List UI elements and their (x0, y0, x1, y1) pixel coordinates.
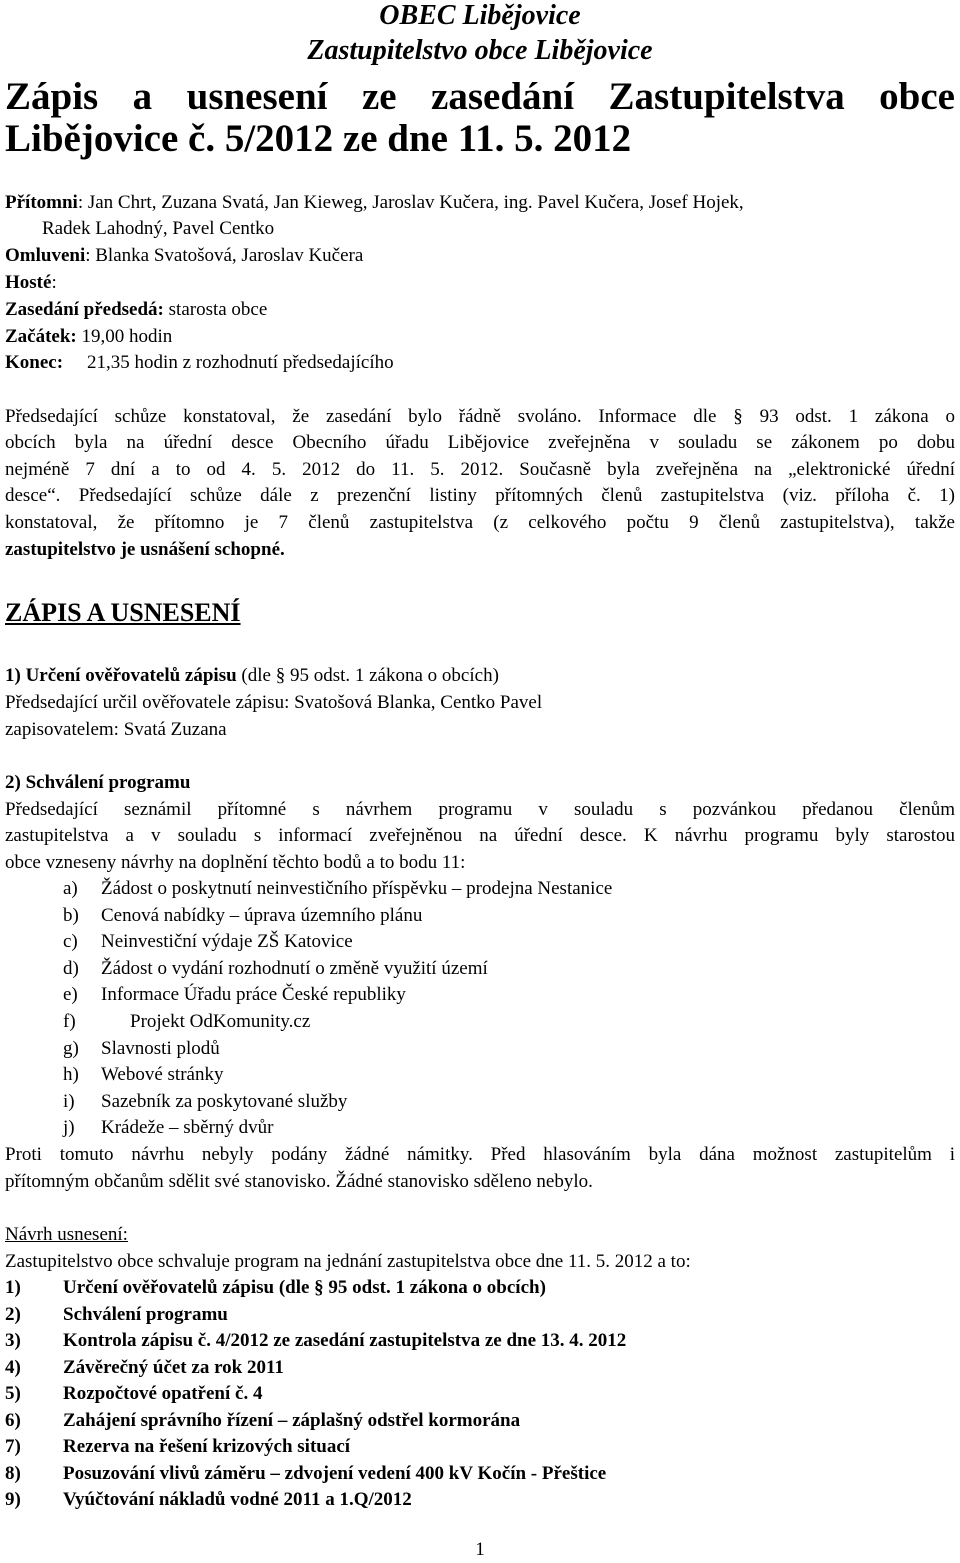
program-item-label: c) (63, 931, 78, 952)
program-item-label: d) (63, 958, 79, 979)
point1-heading-bold: 1) Určení ověřovatelů zápisu (5, 665, 237, 686)
resolution-item-label: 4) (5, 1357, 21, 1378)
intro-last-line: zastupitelstvo je usnášení schopné. (5, 539, 285, 560)
resolution-item-text: Závěrečný účet za rok 2011 (63, 1357, 284, 1378)
intro-line: obcích byla na úřední desce Obecního úřadu Libějovice zveřejněna v souladu se zákonem po dobu (5, 432, 955, 453)
resolution-item-text: Posuzování vlivů záměru – zdvojení vedení 400 kV Kočín - Přeštice (63, 1463, 607, 1484)
chair-value: starosta obce (163, 299, 268, 320)
resolution-item-label: 9) (5, 1489, 21, 1510)
excused-label: Omluveni (5, 245, 86, 266)
point2-line: zastupitelstva a v souladu s informací zveřejněnou na úřední desce. K návrhu programu byly starostou (5, 825, 955, 846)
header-council: Zastupitelstvo obce Libějovice (307, 35, 653, 66)
start-value: 19,00 hodin (76, 326, 173, 347)
header-org: OBEC Libějovice (379, 0, 581, 31)
title-word: usnesení (186, 75, 328, 118)
guests-value: : (51, 272, 57, 293)
program-item-label: h) (63, 1064, 79, 1085)
resolution-item-label: 2) (5, 1304, 21, 1325)
point2-heading: 2) Schválení programu (5, 772, 191, 793)
guests-label: Hosté (5, 272, 52, 293)
guests-line (5, 270, 57, 296)
program-item-text: Webové stránky (101, 1064, 224, 1085)
excused-value: : Blanka Svatošová, Jaroslav Kučera (85, 245, 364, 266)
program-item-label: e) (63, 984, 78, 1005)
present-line-2: Radek Lahodný, Pavel Centko (42, 218, 275, 239)
program-item-text: Neinvestiční výdaje ZŠ Katovice (101, 931, 353, 952)
resolution-text: Zastupitelstvo obce schvaluje program na jednání zastupitelstva obce dne 11. 5. 2012 a to: (5, 1251, 691, 1272)
end-value: 21,35 hodin z rozhodnutí předsedajícího (87, 352, 394, 373)
resolution-item-label: 6) (5, 1410, 21, 1431)
resolution-label: Návrh usnesení: (5, 1224, 128, 1245)
resolution-item-text: Rozpočtové opatření č. 4 (63, 1383, 263, 1404)
start-line (5, 324, 172, 350)
resolution-item-text: Schválení programu (63, 1304, 228, 1325)
program-item-label: f) (63, 1011, 76, 1032)
start-label: Začátek: (5, 326, 77, 347)
resolution-item-label: 1) (5, 1277, 21, 1298)
resolution-item-text: Určení ověřovatelů zápisu (dle § 95 odst. 1 zákona o obcích) (63, 1277, 546, 1298)
document-title-line2: Libějovice č. 5/2012 ze dne 11. 5. 2012 (5, 117, 632, 160)
program-item-text: Žádost o poskytnutí neinvestičního příspěvku – prodejna Nestanice (101, 878, 613, 899)
program-item-label: j) (63, 1117, 75, 1138)
point2-line: Předsedající seznámil přítomné s návrhem programu v souladu s pozvánkou předanou členům (5, 799, 955, 820)
intro-line: konstatoval, že přítomno je 7 členů zastupitelstva (z celkového počtu 9 členů zastupitelstva), takže (5, 512, 955, 533)
resolution-item-label: 8) (5, 1463, 21, 1484)
present-line (5, 190, 744, 216)
resolution-item-text: Vyúčtování nákladů vodné 2011 a 1.Q/2012 (63, 1489, 412, 1510)
program-item-text: Sazebník za poskytované služby (101, 1091, 348, 1112)
title-word: obce (879, 75, 955, 118)
title-word: Zastupitelstva (608, 75, 845, 118)
resolution-item-text: Zahájení správního řízení – záplašný odstřel kormorána (63, 1410, 521, 1431)
point1-line: zapisovatelem: Svatá Zuzana (5, 719, 227, 740)
chair-line (5, 297, 267, 323)
program-item-text: Cenová nabídky – úprava územního plánu (101, 905, 423, 926)
program-item-text: Projekt OdKomunity.cz (130, 1011, 311, 1032)
program-item-text: Žádost o vydání rozhodnutí o změně využití území (101, 958, 488, 979)
document-title-line1 (5, 76, 955, 118)
program-item-label: i) (63, 1091, 75, 1112)
excused-line (5, 243, 363, 269)
program-item-text: Informace Úřadu práce České republiky (101, 984, 406, 1005)
resolution-item-label: 5) (5, 1383, 21, 1404)
point1-heading-rest: (dle § 95 odst. 1 zákona o obcích) (236, 665, 499, 686)
resolution-item-label: 3) (5, 1330, 21, 1351)
intro-line: nejméně 7 dní a to od 4. 5. 2012 do 11. 5. 2012. Současně byla zveřejněna na „elektronické úřední (5, 459, 955, 480)
objection-line: Proti tomuto návrhu nebyly podány žádné námitky. Před hlasováním byla dána možnost zastupitelům i (5, 1144, 955, 1165)
program-item-label: g) (63, 1038, 79, 1059)
point1-heading (5, 663, 499, 689)
resolution-item-text: Kontrola zápisu č. 4/2012 ze zasedání zastupitelstva ze dne 13. 4. 2012 (63, 1330, 627, 1351)
intro-line: Předsedající schůze konstatoval, že zasedání bylo řádně svoláno. Informace dle § 93 odst. 1 zákona o (5, 406, 955, 427)
program-item-label: a) (63, 878, 78, 899)
resolution-item-text: Rezerva na řešení krizových situací (63, 1436, 351, 1457)
point1-line: Předsedající určil ověřovatele zápisu: Svatošová Blanka, Centko Pavel (5, 692, 543, 713)
program-item-label: b) (63, 905, 79, 926)
section-title: ZÁPIS A USNESENÍ (5, 598, 241, 627)
title-word: ze (361, 75, 397, 118)
title-word: a (132, 75, 153, 118)
point2-line: obce vzneseny návrhy na doplnění těchto bodů a to bodu 11: (5, 852, 466, 873)
page-number: 1 (475, 1539, 485, 1560)
objection-line: přítomným občanům sdělit své stanovisko. Žádné stanovisko sděleno nebylo. (5, 1171, 593, 1192)
present-label: Přítomni (5, 192, 78, 213)
title-word: Zápis (5, 75, 99, 118)
end-label: Konec: (5, 352, 64, 373)
resolution-item-label: 7) (5, 1436, 21, 1457)
end-line (5, 350, 394, 376)
title-word: zasedání (431, 75, 575, 118)
present-value: : Jan Chrt, Zuzana Svatá, Jan Kieweg, Jaroslav Kučera, ing. Pavel Kučera, Josef Hojek, (77, 192, 744, 213)
intro-line: desce“. Předsedající schůze dále z prezenční listiny přítomných členů zastupitelstva (viz. příloha č. 1) (5, 485, 955, 506)
program-item-text: Slavnosti plodů (101, 1038, 220, 1059)
chair-label: Zasedání předsedá: (5, 299, 164, 320)
program-item-text: Krádeže – sběrný dvůr (101, 1117, 274, 1138)
